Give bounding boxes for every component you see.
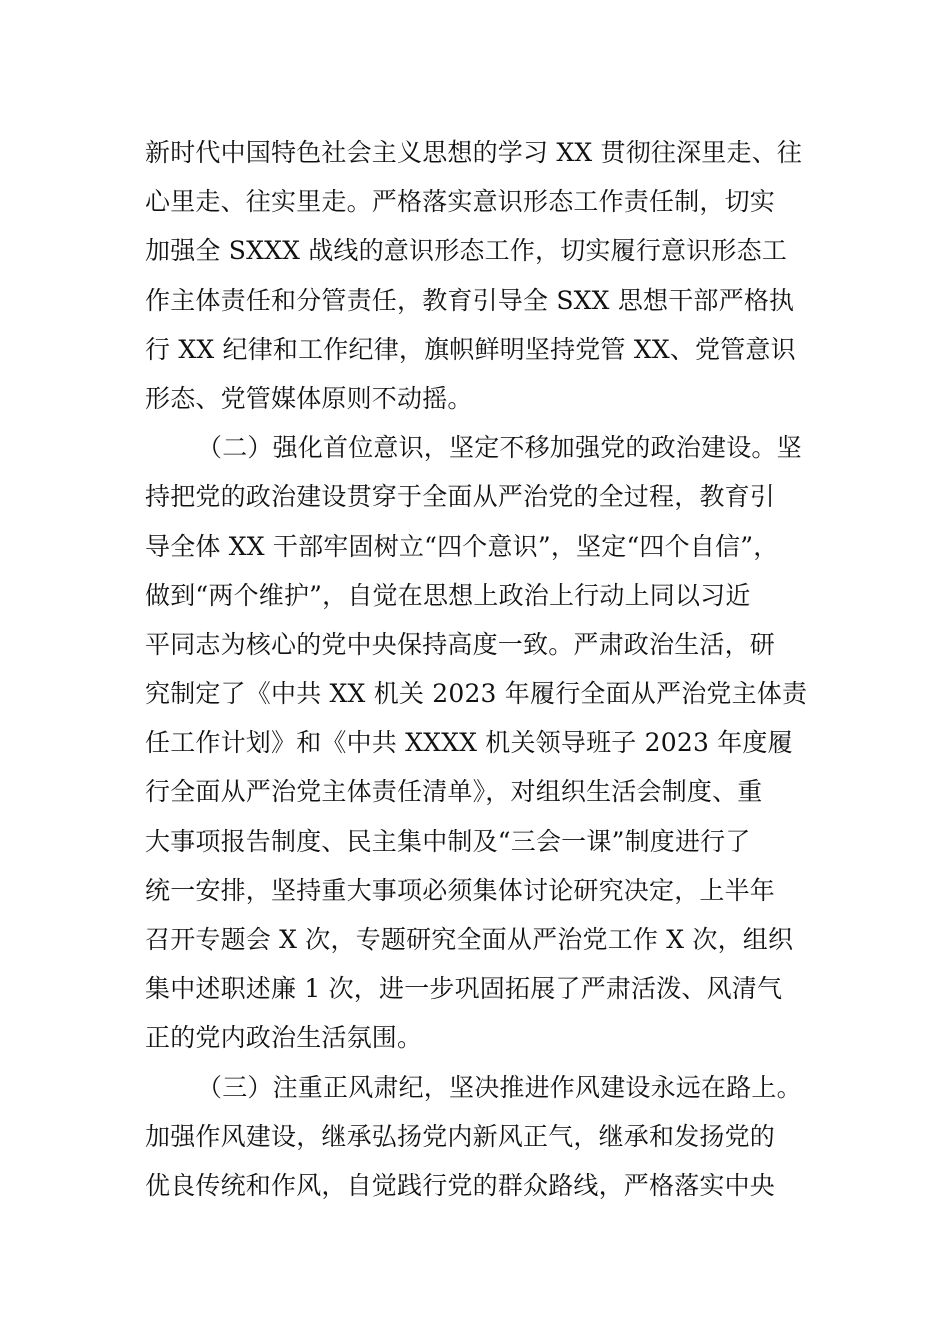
text-line: 做到“两个维护”，自觉在思想上政治上行动上同以习近 — [145, 580, 751, 610]
text-line: 正的党内政治生活氛围。 — [145, 1023, 423, 1053]
body-text — [145, 128, 815, 1210]
section-heading-line: （三）注重正风肃纪，坚决推进作风建设永远在路上。 — [197, 1072, 802, 1102]
text-line: 心里走、往实里走。严格落实意识形态工作责任制，切实 — [145, 187, 776, 217]
text-line: 持把党的政治建设贯穿于全面从严治党的全过程，教育引 — [145, 482, 776, 512]
text-line: 平同志为核心的党中央保持高度一致。严肃政治生活，研 — [145, 629, 776, 659]
text-line: 加强全 SXXX 战线的意识形态工作，切实履行意识形态工 — [145, 236, 788, 266]
text-line: 行 XX 纪律和工作纪律，旗帜鲜明坚持党管 XX、党管意识 — [145, 334, 796, 364]
section-heading-line: （二）强化首位意识，坚定不移加强党的政治建设。坚 — [197, 433, 802, 463]
text-line: 大事项报告制度、民主集中制及“三会一课”制度进行了 — [145, 826, 751, 856]
text-line: 行全面从严治党主体责任清单》，对组织生活会制度、重 — [145, 777, 763, 807]
text-line: 导全体 XX 干部牢固树立“四个意识”，坚定“四个自信”， — [145, 531, 779, 561]
text-line: 新时代中国特色社会主义思想的学习 XX 贯彻往深里走、往 — [145, 138, 803, 167]
text-line: 究制定了《中共 XX 机关 2023 年履行全面从严治党主体责 — [145, 679, 808, 709]
text-line: 形态、党管媒体原则不动摇。 — [145, 383, 473, 413]
text-line: 集中述职述廉 1 次，进一步巩固拓展了严肃活泼、风清气 — [145, 974, 783, 1004]
text-line: 召开专题会 X 次，专题研究全面从严治党工作 X 次，组织 — [145, 925, 794, 954]
text-line: 作主体责任和分管责任，教育引导全 SXX 思想干部严格执 — [145, 285, 795, 315]
text-line: 任工作计划》和《中共 XXXX 机关领导班子 2023 年度履 — [145, 728, 793, 758]
text-line: 统一安排，坚持重大事项必须集体讨论研究决定，上半年 — [145, 875, 776, 905]
text-line: 优良传统和作风，自觉践行党的群众路线，严格落实中央 — [145, 1170, 776, 1200]
text-line: 加强作风建设，继承弘扬党内新风正气，继承和发扬党的 — [145, 1121, 776, 1151]
